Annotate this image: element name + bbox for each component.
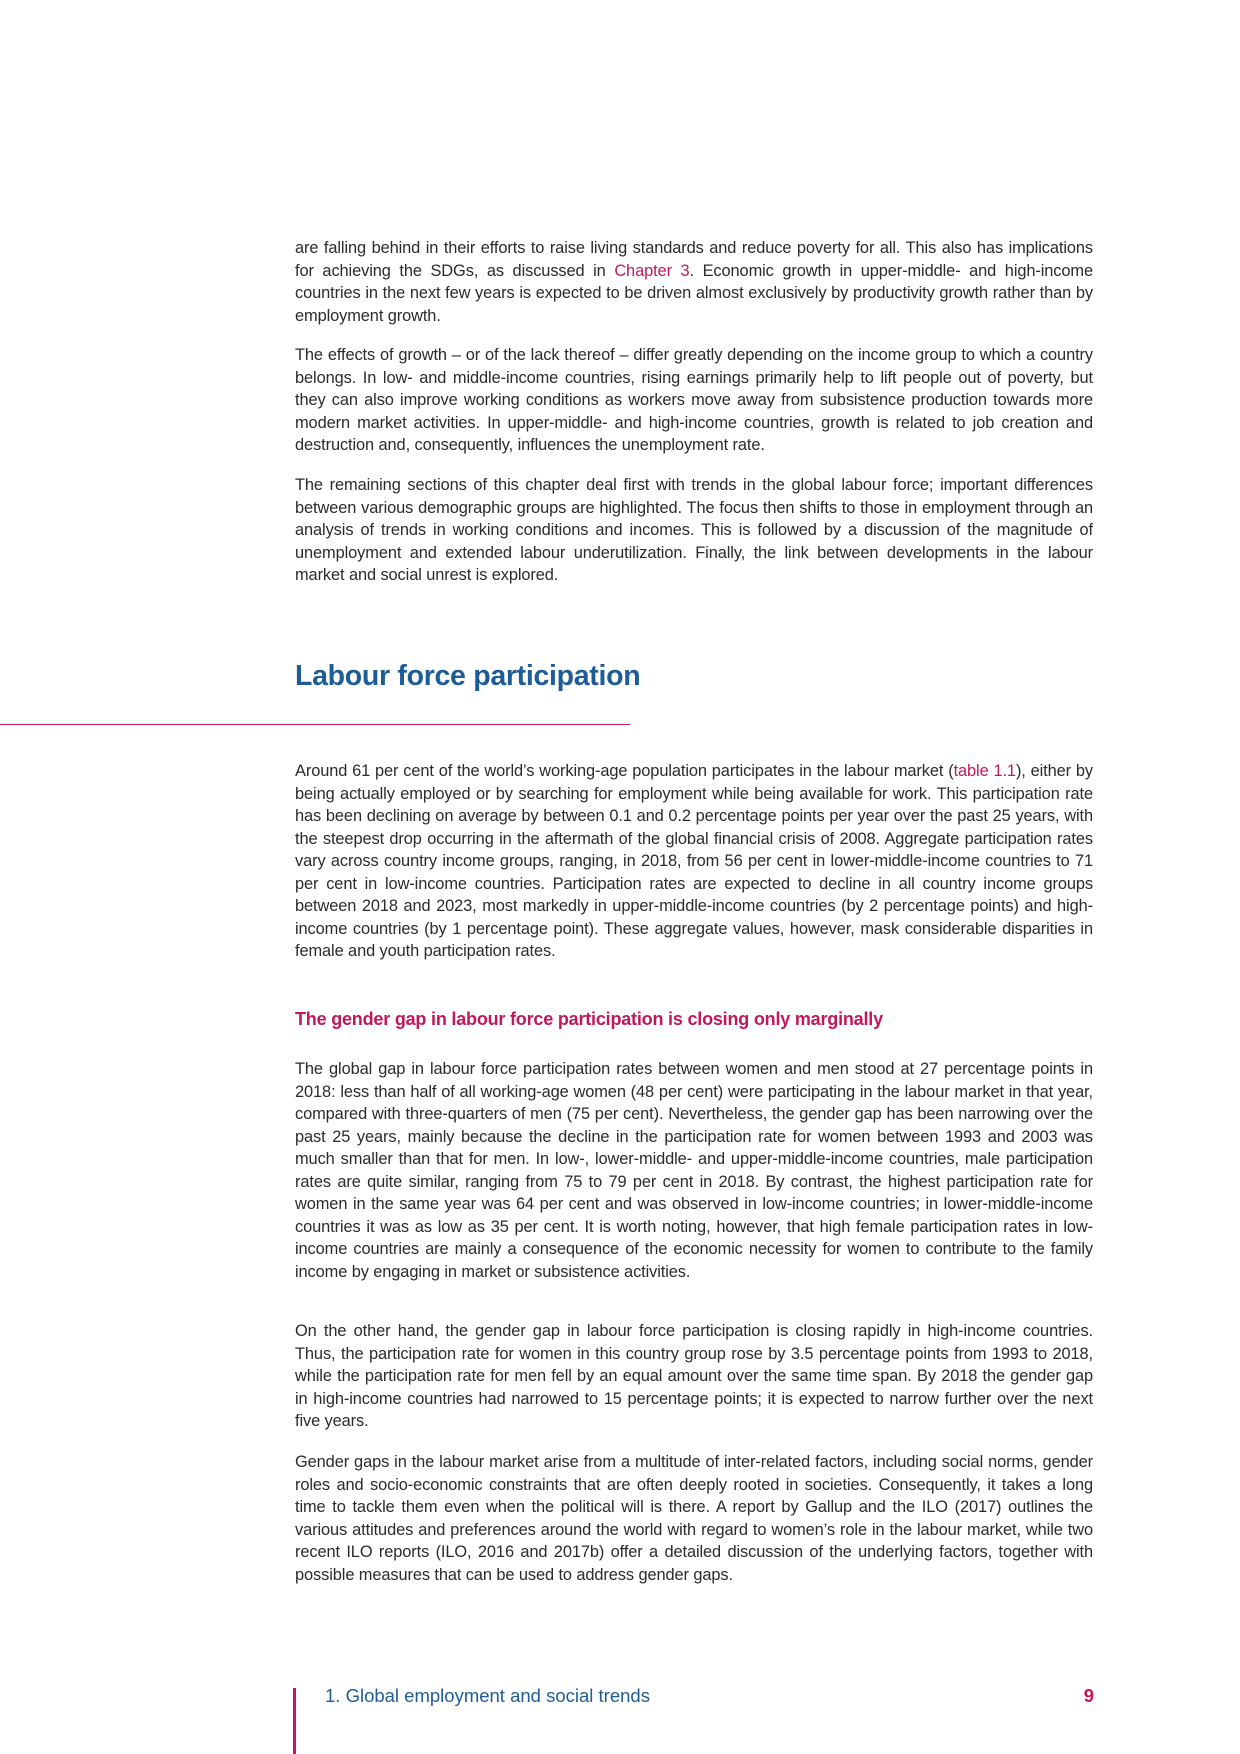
footer-accent-bar: [293, 1688, 296, 1754]
chapter-3-link[interactable]: Chapter 3: [614, 261, 690, 280]
heading-divider: [0, 724, 630, 725]
body-paragraph: [295, 760, 1093, 963]
footer-chapter-title: 1. Global employment and social trends: [325, 1685, 650, 1706]
body-paragraph: On the other hand, the gender gap in labour force participation is closing rapidly in high-income countries. Thus, the participation rate for women in this country group rose by 3.5 percentage points from 1993 to 2018, while the participation rate for men fell by an equal amount over the same time span. By 2018 the gender gap in high-income countries had narrowed to 15 percentage points; it is expected to narrow further over the next five years.: [295, 1322, 1093, 1430]
paragraph-text: are falling behind in their efforts to raise living standards and reduce poverty for all. This also has implications for achieving the SDGs, as discussed in: [295, 239, 1093, 280]
body-paragraph: Gender gaps in the labour market arise from a multitude of inter-related factors, including social norms, gender roles and socio-economic constraints that are often deeply rooted in societies. Consequently, it takes a long time to tackle them even when the political will is there. A report by Gallup and the ILO (2017) outlines the various attitudes and preferences around the world with regard to women’s role in the labour market, while two recent ILO reports (ILO, 2016 and 2017b) offer a detailed discussion of the underlying factors, together with possible measures that can be used to address gender gaps.: [295, 1453, 1093, 1584]
body-paragraph: The remaining sections of this chapter deal first with trends in the global labour force; important differences between various demographic groups are highlighted. The focus then shifts to those in employment through an analysis of trends in working conditions and incomes. This is followed by a discussion of the magnitude of unemployment and extended labour underutilization. Finally, the link between developments in the labour market and social unrest is explored.: [295, 476, 1093, 584]
body-paragraph: The effects of growth – or of the lack thereof – differ greatly depending on the income group to which a country belongs. In low- and middle-income countries, rising earnings primarily help to lift people out of poverty, but they can also improve working conditions as workers move away from subsistence production towards more modern market activities. In upper-middle- and high-income countries, growth is related to job creation and destruction and, consequently, influences the unemployment rate.: [295, 346, 1093, 454]
page-number: 9: [1083, 1685, 1094, 1706]
subsection-heading: The gender gap in labour force participation is closing only marginally: [295, 1009, 883, 1029]
table-1-1-link[interactable]: table 1.1: [953, 762, 1016, 780]
section-heading: Labour force participation: [295, 660, 641, 692]
body-paragraph: [295, 237, 1093, 327]
paragraph-text: ), either by being actually employed or by searching for employment while being available for work. This participation rate has been declining on average by between 0.1 and 0.2 percentage points per year over the past 25 years, with the steepest drop occurring in the aftermath of the global financial crisis of 2008. Aggregate participation rates vary across country income groups, ranging, in 2018, from 56 per cent in lower-middle-income countries to 71 per cent in low-income countries. Participation rates are expected to decline in all country income groups between 2018 and 2023, most markedly in upper-middle-income countries (by 2 percentage points) and high-income countries (by 1 percentage point). These aggregate values, however, mask considerable disparities in female and youth participation rates.: [295, 762, 1093, 960]
body-paragraph: The global gap in labour force participation rates between women and men stood at 27 percentage points in 2018: less than half of all working-age women (48 per cent) were participating in the labour market in that year, compared with three-quarters of men (75 per cent). Nevertheless, the gender gap has been narrowing over the past 25 years, mainly because the decline in the participation rate for women between 1993 and 2003 was much smaller than that for men. In low-, lower-middle- and upper-middle-income countries, male participation rates are quite similar, ranging from 75 to 79 per cent in 2018. By contrast, the highest participation rate for women in the same year was 64 per cent and was observed in low-income countries; in lower-middle-income countries it was as low as 35 per cent. It is worth noting, however, that high female participation rates in low-income countries are mainly a consequence of the economic necessity for women to contribute to the family income by engaging in market or subsistence activities.: [295, 1060, 1093, 1281]
paragraph-text: . Economic growth in upper-middle- and high-income countries in the next few years is expected to be driven almost exclusively by productivity growth rather than by employment growth.: [295, 261, 1093, 325]
paragraph-text: Around 61 per cent of the world’s working-age population participates in the labour market (: [295, 762, 954, 780]
